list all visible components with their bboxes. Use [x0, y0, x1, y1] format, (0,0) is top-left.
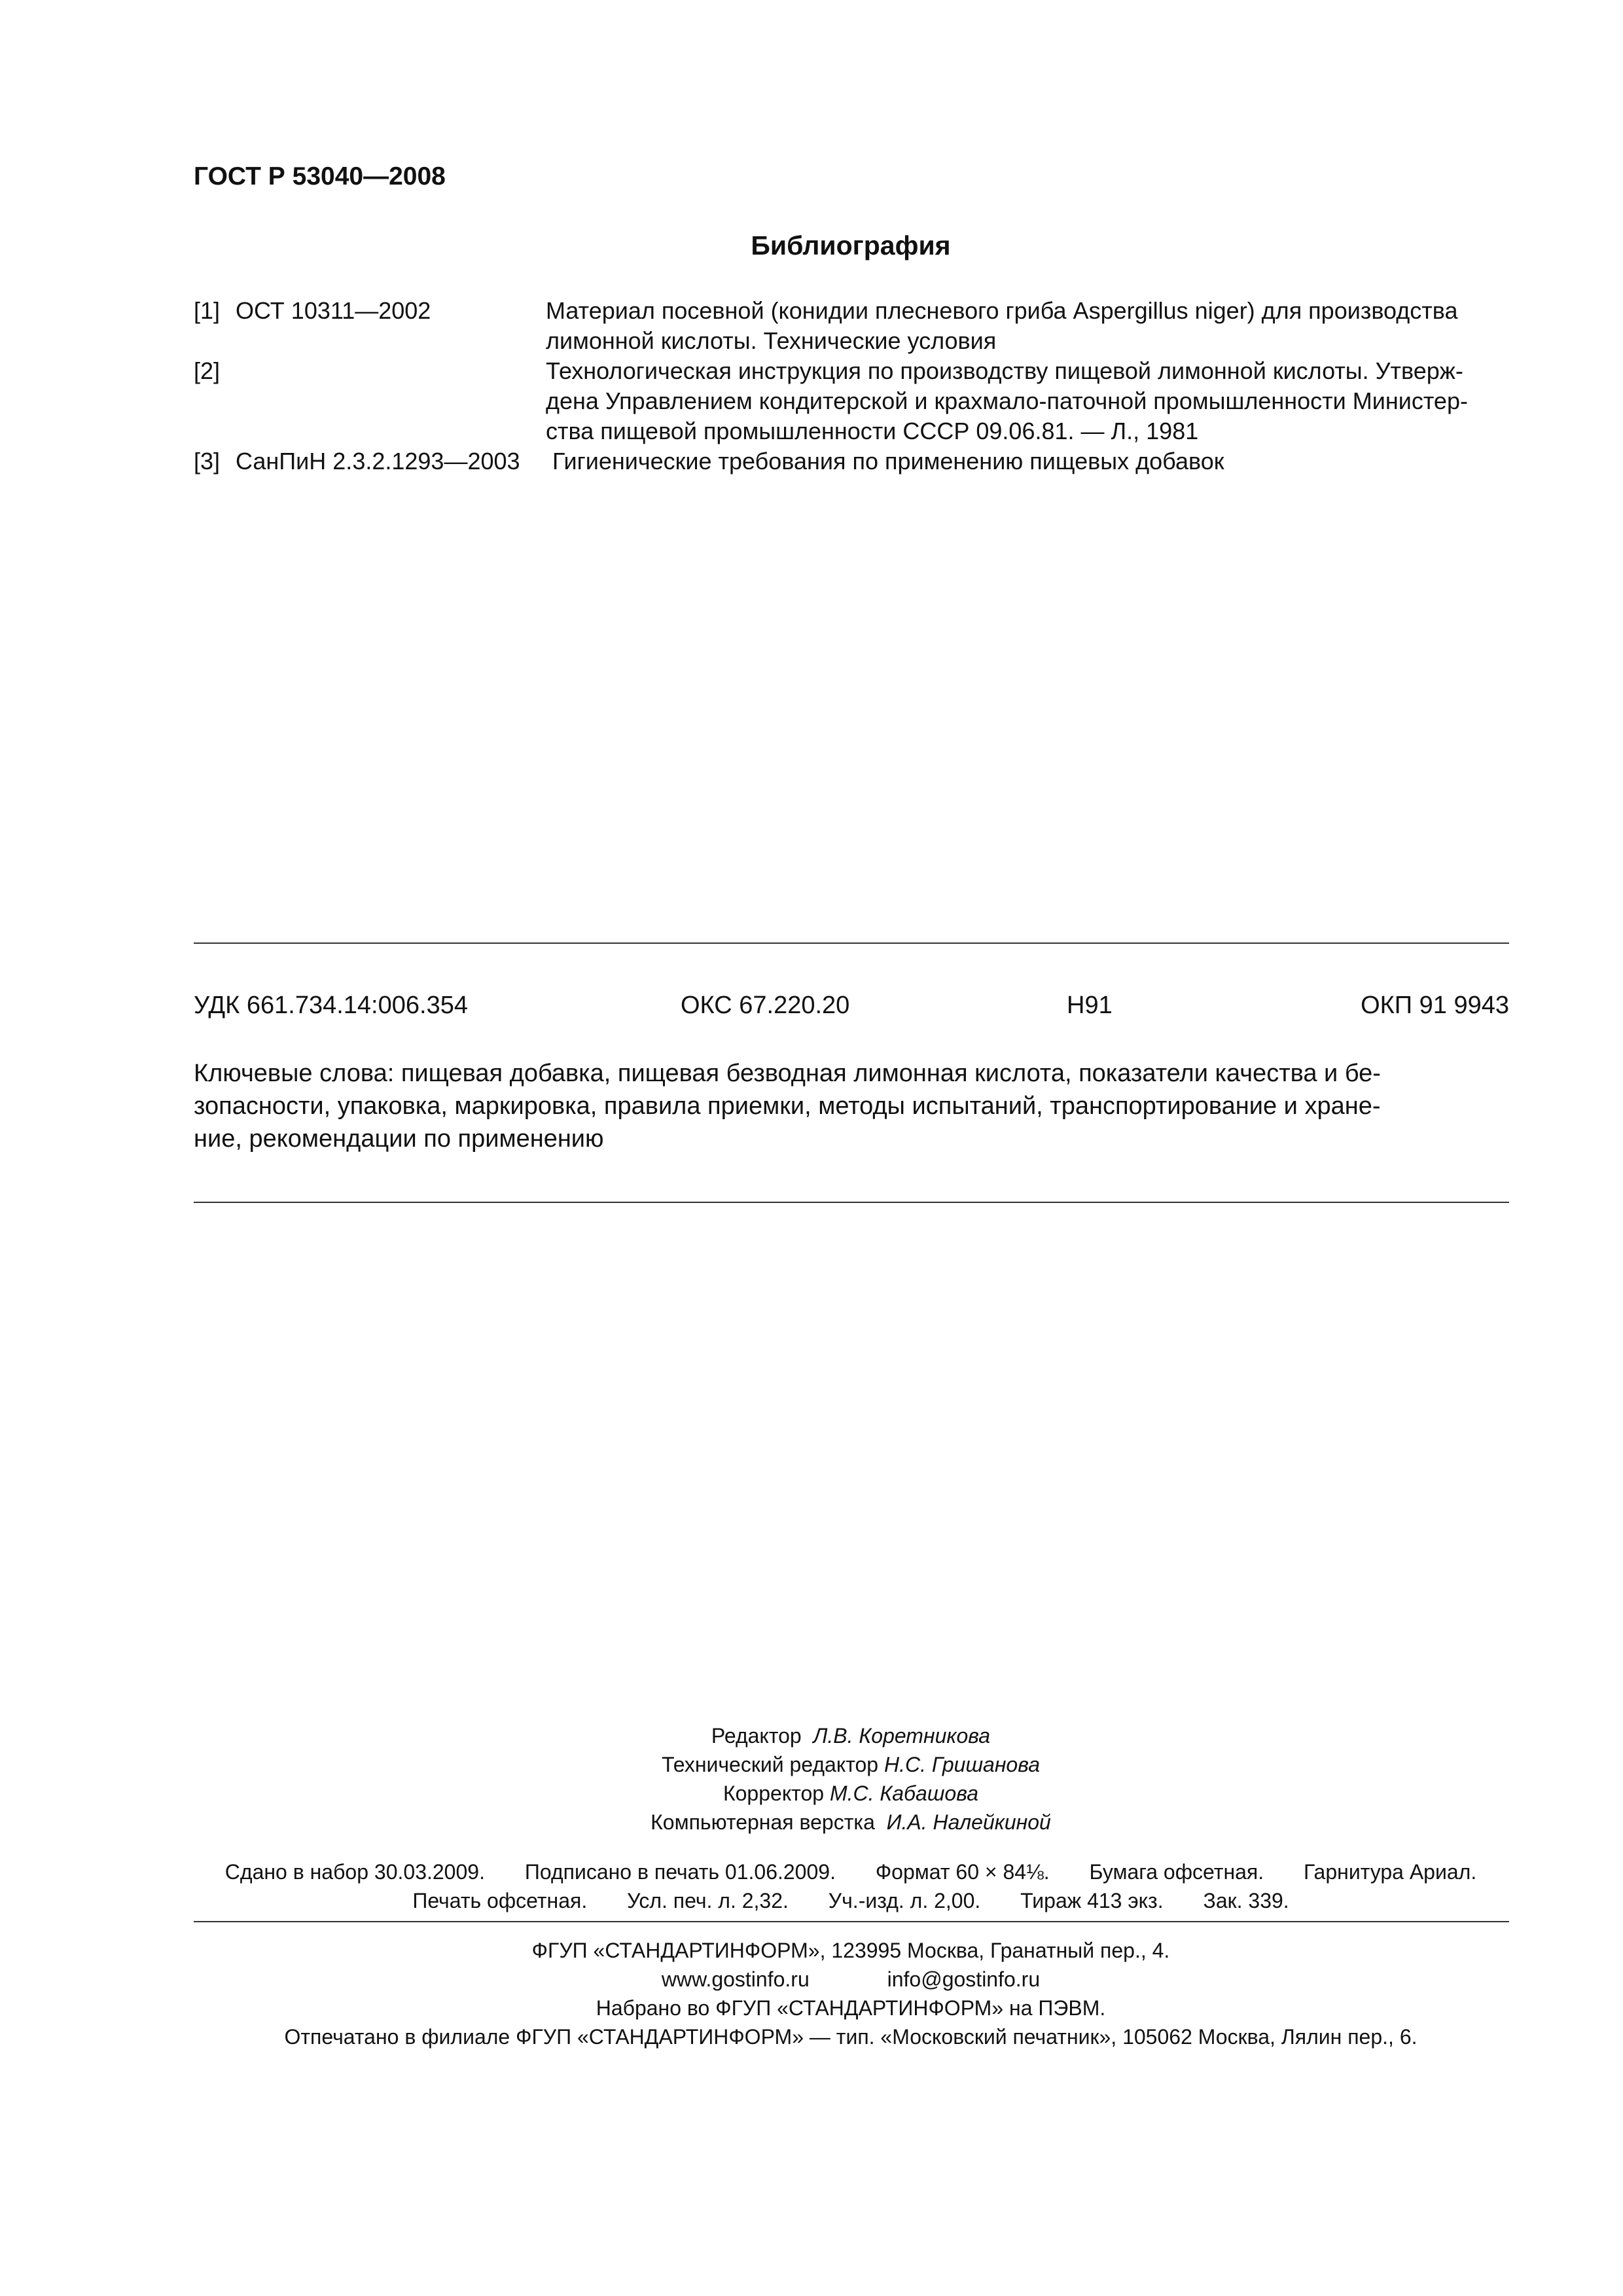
keywords-line: ние, рекомендации по применению — [194, 1125, 604, 1153]
print-info-line: Сдано в набор 30.03.2009. Подписано в печать 01.06.2009. Формат 60 × 84⅛. Бумага офсетная. Гарнитура Ариал. — [224, 1860, 1477, 1884]
keywords-block — [194, 1057, 1509, 1155]
divider-publisher — [194, 1921, 1509, 1922]
publisher-website: www.gostinfo.ru — [661, 1967, 810, 1991]
bibliography-title: Библиография — [751, 230, 951, 260]
publisher-email: info@gostinfo.ru — [887, 1967, 1041, 1991]
credit-editor: Редактор Л.В. Коретникова — [711, 1724, 991, 1748]
publisher-contacts — [0, 1965, 1623, 1994]
bibliography-item-doc: СанПиН 2.3.2.1293—2003 — [236, 448, 520, 475]
oks-code: ОКС 67.220.20 — [681, 992, 850, 1019]
credit-layout: Компьютерная верстка И.А. Налейкиной — [651, 1810, 1051, 1834]
bibliography-item-number: [2] — [194, 357, 221, 384]
credits-block — [0, 1721, 1623, 1837]
bibliography-item-text: Технологическая инструкция по производству пищевой лимонной кислоты. Утверж- дена Управлением кондитерской и крахмало-паточной промышленности Министер- ства пищевой промышленности СССР 09.06.81. — Л., 1981 — [546, 357, 1468, 444]
publisher-typeset: Набрано во ФГУП «СТАНДАРТИНФОРМ» на ПЭВМ. — [596, 1996, 1106, 2020]
credit-proofreader: Корректор М.С. Кабашова — [722, 1782, 978, 1805]
bibliography-item-doc: ОСТ 10311—2002 — [236, 297, 431, 324]
publisher-address: ФГУП «СТАНДАРТИНФОРМ», 123995 Москва, Гранатный пер., 4. — [531, 1939, 1170, 1962]
bibliography-item-number: [3] — [194, 448, 221, 475]
divider-top — [194, 942, 1509, 944]
keywords-line: зопасности, упаковка, маркировка, правила приемки, методы испытаний, транспортирование и хране- — [194, 1092, 1381, 1120]
group-code: Н91 — [1067, 992, 1113, 1019]
udk-code: УДК 661.734.14:006.354 — [194, 992, 468, 1019]
print-info-line: Печать офсетная. Усл. печ. л. 2,32. Уч.-изд. л. 2,00. Тираж 413 экз. Зак. 339. — [412, 1889, 1289, 1912]
okp-code: ОКП 91 9943 — [1361, 992, 1509, 1019]
bibliography-item-number: [1] — [194, 297, 221, 324]
keywords-line: Ключевые слова: пищевая добавка, пищевая безводная лимонная кислота, показатели качества и бе- — [194, 1060, 1381, 1087]
credit-tech-editor: Технический редактор Н.С. Гришанова — [661, 1753, 1041, 1776]
print-info-block — [0, 1857, 1623, 1915]
divider-bottom — [194, 1202, 1509, 1203]
publisher-block — [0, 1936, 1623, 2051]
bibliography-item-text: Материал посевной (конидии плесневого гриба Aspergillus niger) для производства лимонной кислоты. Технические условия — [546, 297, 1458, 354]
publisher-printed: Отпечатано в филиале ФГУП «СТАНДАРТИНФОРМ» — тип. «Московский печатник», 105062 Москва, Лялин пер., 6. — [284, 2025, 1418, 2049]
bibliography-item-text: Гигиенические требования по применению пищевых добавок — [552, 448, 1224, 475]
document-number: ГОСТ Р 53040—2008 — [194, 162, 446, 190]
